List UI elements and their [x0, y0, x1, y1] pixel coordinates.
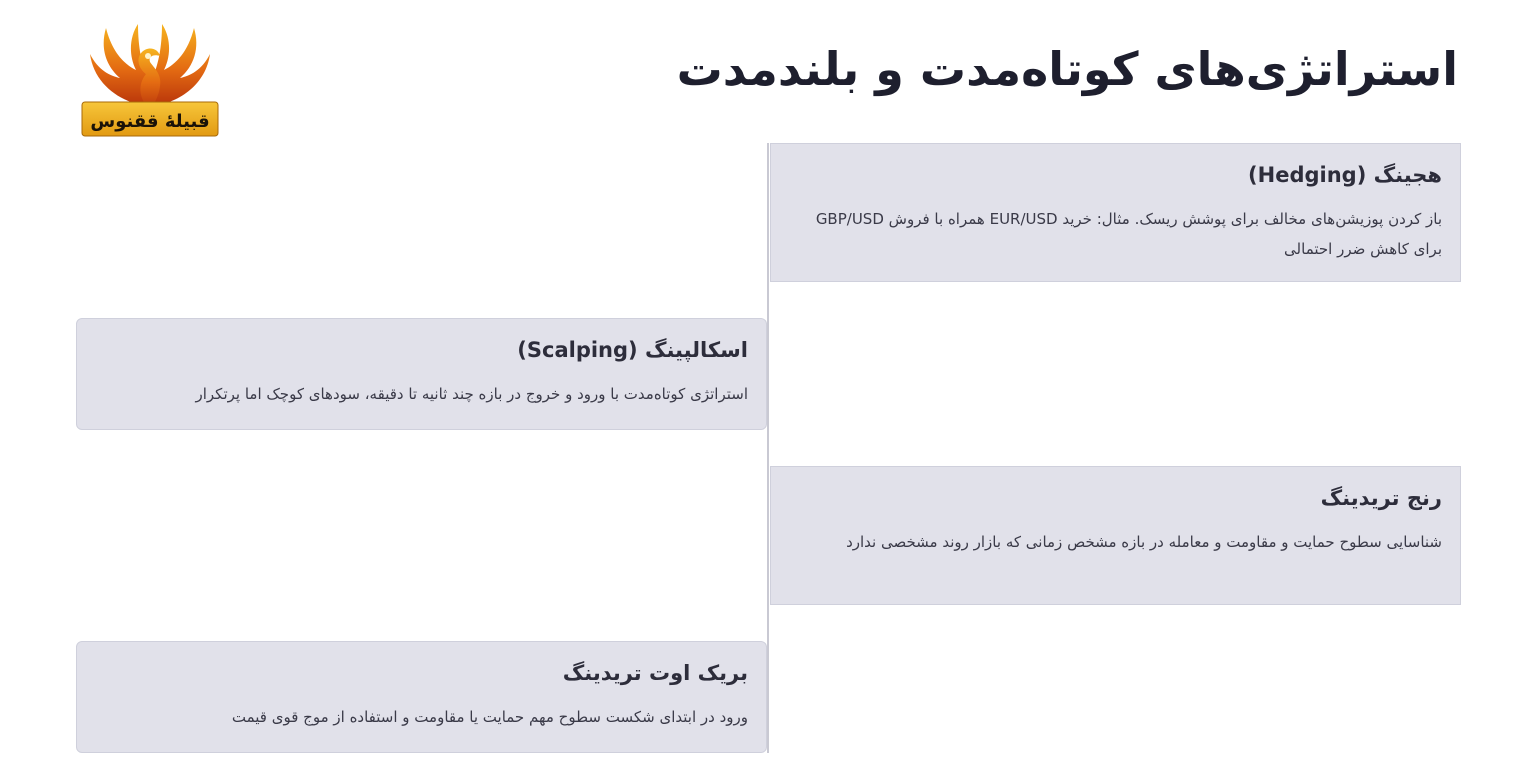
strategy-card-breakout-trading [76, 641, 767, 753]
card-title: هجینگ (Hedging) [1248, 163, 1442, 187]
page-title: استراتژی‌های کوتاه‌مدت و بلندمدت [676, 42, 1458, 96]
phoenix-icon [80, 14, 220, 140]
timeline-line [767, 143, 769, 753]
phoenix-logo [80, 14, 220, 140]
card-title: اسکالپینگ (Scalping) [517, 338, 748, 362]
strategy-card-scalping [76, 318, 767, 430]
strategy-card-hedging [770, 143, 1461, 282]
card-description: باز کردن پوزیشن‌های مخالف برای پوشش ریسک. مثال: خرید EUR/USD همراه با فروش GBP/USD برای کاهش ضرر احتمالی [815, 210, 1442, 258]
card-description: ورود در ابتدای شکست سطوح مهم حمایت یا مقاومت و استفاده از موج قوی قیمت [231, 708, 748, 726]
strategy-card-range-trading [770, 466, 1461, 605]
card-description: شناسایی سطوح حمایت و مقاومت و معامله در بازه مشخص زمانی که بازار روند مشخصی ندارد [846, 533, 1442, 551]
card-title: رنج تریدینگ [1320, 486, 1442, 510]
card-description: استراتژی کوتاه‌مدت با ورود و خروج در بازه چند ثانیه تا دقیقه، سودهای کوچک اما پرتکرار [195, 385, 748, 403]
logo-text: قبیلهٔ ققنوس [90, 111, 210, 132]
card-title: بریک اوت تریدینگ [562, 661, 748, 685]
